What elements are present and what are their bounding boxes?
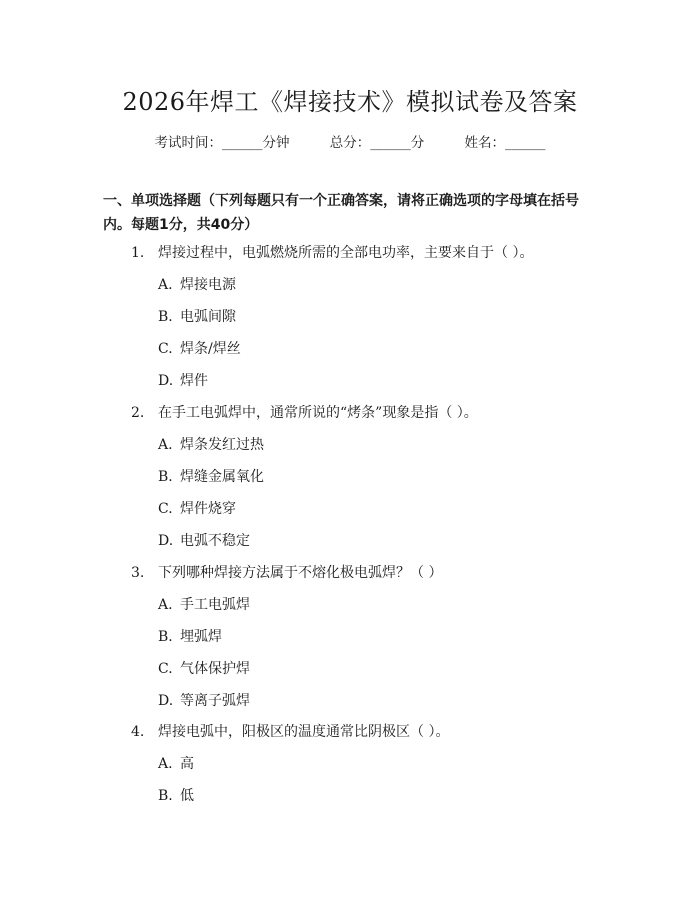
option-2a (158, 435, 264, 455)
page-title: 2026年焊工《焊接技术》模拟试卷及答案 (122, 88, 578, 116)
question-text: 焊接电弧中，阳极区的温度通常比阴极区（ ）。 (158, 724, 450, 740)
question-1 (131, 243, 533, 263)
option-text: 焊条/焊丝 (180, 341, 241, 357)
option-letter: C. (158, 661, 173, 677)
option-3d (158, 691, 250, 711)
option-text: 气体保护焊 (180, 661, 250, 677)
option-text: 焊件 (180, 373, 208, 389)
option-letter: B. (158, 469, 173, 485)
option-text: 高 (180, 756, 194, 772)
option-letter: A. (158, 597, 173, 613)
option-4b (158, 786, 194, 806)
option-letter: D. (158, 693, 174, 709)
option-3a (158, 595, 250, 615)
exam-name: 姓名：______ (464, 135, 546, 151)
question-3 (131, 563, 442, 583)
option-text: 埋弧焊 (180, 629, 222, 645)
option-2b (158, 467, 264, 487)
question-number: 2. (131, 405, 145, 421)
option-letter: C. (158, 501, 173, 517)
option-4a (158, 754, 194, 774)
exam-time: 考试时间：______分钟 (154, 135, 290, 151)
question-number: 3. (131, 565, 145, 581)
question-2 (131, 403, 478, 423)
option-letter: A. (158, 277, 173, 293)
exam-score: 总分：______分 (329, 135, 425, 151)
option-text: 电弧不稳定 (180, 533, 250, 549)
option-letter: B. (158, 788, 173, 804)
option-text: 焊接电源 (180, 277, 236, 293)
option-2c (158, 499, 236, 519)
option-2d (158, 531, 250, 551)
option-1d (158, 371, 208, 391)
option-letter: B. (158, 309, 173, 325)
question-text: 下列哪种焊接方法属于不熔化极电弧焊？（ ） (158, 565, 443, 581)
option-text: 等离子弧焊 (180, 693, 250, 709)
option-letter: C. (158, 341, 173, 357)
question-4 (131, 722, 449, 742)
option-text: 手工电弧焊 (180, 597, 250, 613)
question-number: 4. (131, 724, 145, 740)
option-letter: B. (158, 629, 173, 645)
option-1b (158, 307, 236, 327)
option-letter: A. (158, 437, 173, 453)
option-letter: A. (158, 756, 173, 772)
option-1a (158, 275, 236, 295)
option-text: 焊件烧穿 (180, 501, 236, 517)
option-text: 低 (180, 788, 194, 804)
question-text: 焊接过程中，电弧燃烧所需的全部电功率，主要来自于（ ）。 (158, 245, 534, 261)
exam-meta (0, 131, 700, 151)
question-text: 在手工电弧焊中，通常所说的“烤条”现象是指（ ）。 (158, 405, 478, 421)
option-text: 电弧间隙 (180, 309, 236, 325)
option-1c (158, 339, 241, 359)
option-text: 焊条发红过热 (180, 437, 264, 453)
option-3b (158, 627, 222, 647)
option-text: 焊缝金属氧化 (180, 469, 264, 485)
section-heading: 一、单项选择题（下列每题只有一个正确答案，请将正确选项的字母填在括号内。每题1分，共40分） (103, 193, 579, 233)
question-number: 1. (131, 245, 145, 261)
option-letter: D. (158, 533, 174, 549)
option-3c (158, 659, 250, 679)
option-letter: D. (158, 373, 174, 389)
